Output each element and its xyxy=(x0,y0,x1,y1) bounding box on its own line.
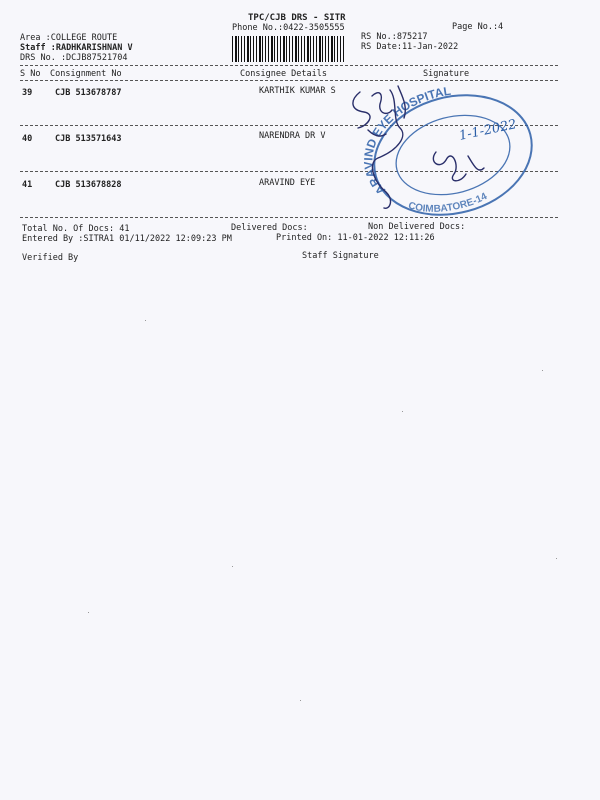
total-docs: Total No. Of Docs: 41 xyxy=(22,224,130,234)
hospital-stamp xyxy=(328,70,548,230)
row-consignee: NARENDRA DR V xyxy=(259,131,326,141)
staff-signature-label: Staff Signature xyxy=(302,251,379,261)
stamp-inner-ring xyxy=(387,103,519,206)
entered-by: Entered By :SITRA1 01/11/2022 12:09:23 PM xyxy=(22,234,232,244)
stamp-date: 1-1-2022 xyxy=(457,117,518,144)
rs-date: RS Date:11-Jan-2022 xyxy=(361,42,459,52)
column-header-sno: S No xyxy=(20,69,41,79)
staff-label: Staff : xyxy=(20,43,56,53)
barcode xyxy=(232,36,344,62)
column-header-consignee: Consignee Details xyxy=(240,69,327,79)
staff-row xyxy=(20,43,133,53)
verified-by: Verified By xyxy=(22,253,79,263)
scan-speck xyxy=(402,411,403,412)
phone-number: Phone No.:0422-3505555 xyxy=(232,23,345,33)
stamp-bottom-text: COIMBATORE-14 xyxy=(406,191,489,215)
row-consignment: CJB 513678828 xyxy=(55,180,122,190)
drs-number: DRS No. :DCJB87521704 xyxy=(20,53,128,63)
row-consignee: KARTHIK KUMAR S xyxy=(259,86,336,96)
column-header-consignment: Consignment No xyxy=(50,69,122,79)
row-sno: 40 xyxy=(22,134,33,144)
staff-name: RADHKARISHNAN V xyxy=(55,43,133,53)
scan-speck xyxy=(232,566,233,567)
stamp-top-text: ARAVIND EYE HOSPITAL xyxy=(361,83,452,198)
row-sno: 41 xyxy=(22,180,33,190)
row-sno: 39 xyxy=(22,88,33,98)
scan-speck xyxy=(542,370,543,371)
svg-text:ARAVIND EYE HOSPITAL xyxy=(361,84,452,198)
delivered-docs: Delivered Docs: xyxy=(231,223,308,233)
scan-speck xyxy=(145,320,146,321)
document-title: TPC/CJB DRS - SITR xyxy=(248,13,346,23)
scan-speck xyxy=(88,612,89,613)
column-header-signature: Signature xyxy=(423,69,470,79)
scan-speck xyxy=(556,558,557,559)
divider xyxy=(20,65,558,66)
printed-on: Printed On: 11-01-2022 12:11:26 xyxy=(276,233,435,243)
page-number: Page No.:4 xyxy=(452,22,504,32)
row-consignment: CJB 513571643 xyxy=(55,134,122,144)
area-label: Area :COLLEGE ROUTE xyxy=(20,33,118,43)
scan-speck xyxy=(300,700,301,701)
rs-number: RS No.:875217 xyxy=(361,32,428,42)
row-consignee: ARAVIND EYE xyxy=(259,178,316,188)
row-consignment: CJB 513678787 xyxy=(55,88,122,98)
non-delivered-docs: Non Delivered Docs: xyxy=(368,222,466,232)
